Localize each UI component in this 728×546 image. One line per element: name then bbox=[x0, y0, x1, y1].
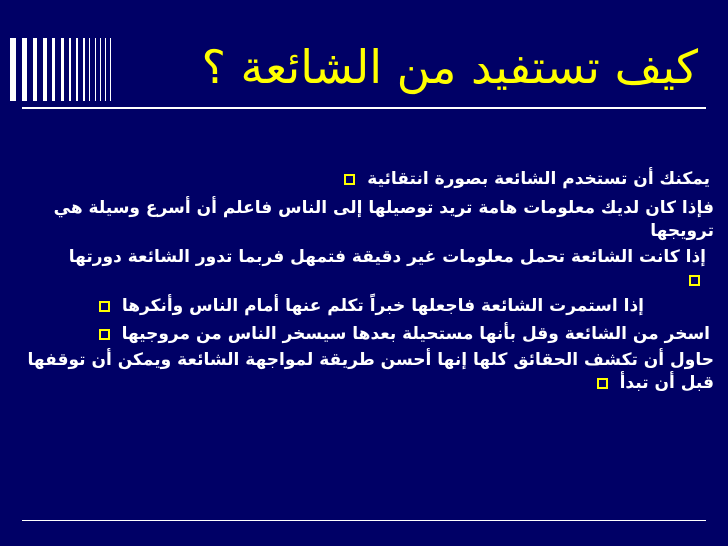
decorative-bar bbox=[95, 38, 96, 101]
bullet-list bbox=[8, 168, 722, 395]
list-item-text: إذا استمرت الشائعة فاجعلها خبراً تكلم عنها أمام الناس وأنكرها bbox=[121, 296, 644, 316]
decorative-bar bbox=[33, 38, 37, 101]
square-bullet-icon bbox=[99, 301, 110, 312]
slide-title: كيف تستفيد من الشائعة ؟ bbox=[201, 40, 698, 94]
list-item-text: إذا كانت الشائعة تحمل معلومات غير دقيقة فتمهل فربما تدور الشائعة دورتها bbox=[68, 247, 706, 267]
decorative-bar bbox=[83, 38, 85, 101]
list-item bbox=[8, 295, 722, 318]
square-bullet-icon bbox=[99, 329, 110, 340]
list-item-text: فإذا كان لديك معلومات هامة تريد توصيلها إلى الناس فاعلم أن أسرع وسيلة هي ترويجها bbox=[53, 198, 714, 241]
list-item-text: حاول أن تكشف الحقائق كلها إنها أحسن طريقة لمواجهة الشائعة ويمكن أن توقفها قبل أن تبدأ bbox=[27, 350, 714, 393]
square-bullet-icon bbox=[689, 275, 700, 286]
decorative-bar bbox=[89, 38, 90, 101]
decorative-bars bbox=[10, 38, 122, 101]
decorative-bar bbox=[69, 38, 71, 101]
list-item bbox=[8, 168, 722, 191]
square-bullet-icon bbox=[344, 174, 355, 185]
decorative-bar bbox=[100, 38, 101, 101]
footer-divider bbox=[22, 520, 706, 521]
square-bullet-icon bbox=[597, 378, 608, 389]
decorative-bar bbox=[22, 38, 27, 101]
list-item bbox=[8, 323, 722, 346]
list-item bbox=[8, 349, 722, 395]
decorative-bar bbox=[105, 38, 106, 101]
list-item-text: يمكنك أن تستخدم الشائعة بصورة انتقائية bbox=[367, 169, 710, 189]
decorative-bar bbox=[61, 38, 64, 101]
list-item-text: اسخر من الشائعة وقل بأنها مستحيلة بعدها سيسخر الناس من مروجيها bbox=[121, 324, 710, 344]
decorative-bar bbox=[76, 38, 78, 101]
decorative-bar bbox=[52, 38, 55, 101]
decorative-bar bbox=[10, 38, 16, 101]
list-item bbox=[8, 246, 722, 292]
decorative-bar bbox=[43, 38, 47, 101]
list-item bbox=[8, 197, 722, 243]
title-divider bbox=[22, 107, 706, 109]
